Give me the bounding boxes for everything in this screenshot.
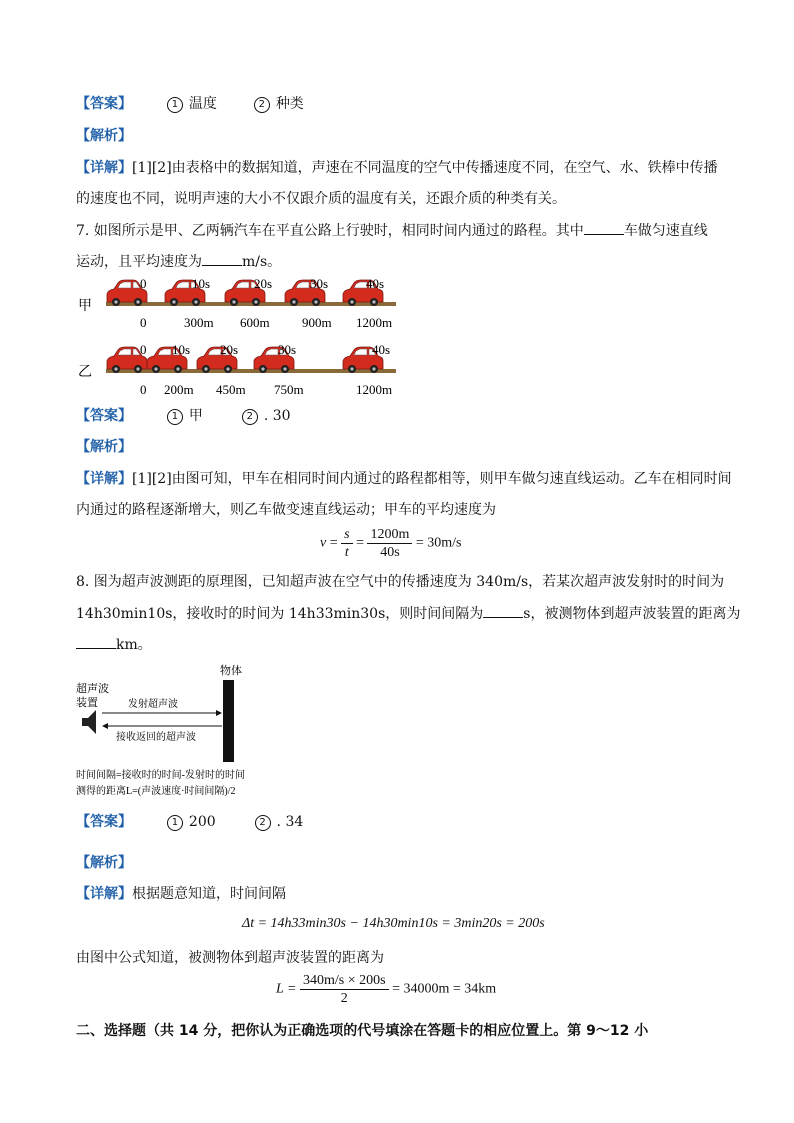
q8-answer-line (76, 812, 303, 832)
arrow-head-icon (216, 710, 222, 716)
answer-2: . 30 (263, 408, 291, 424)
answer-blank (584, 222, 624, 235)
circled-number: 2 (254, 97, 270, 113)
fraction-numerator: 340m/s × 200s (300, 972, 389, 990)
fraction-numerator: 1200m (367, 526, 412, 544)
device-label: 装置 (76, 697, 98, 709)
distance-label: 1200m (356, 315, 393, 330)
q7-car-figure (76, 272, 406, 402)
q8-stem-line-3 (76, 635, 152, 655)
formula-var: L = (276, 981, 297, 997)
time-label: 0 (140, 276, 147, 291)
fraction-denominator: 2 (340, 991, 348, 1006)
answer-tag: 【答案】 (76, 814, 132, 830)
q7-analysis-tag: 【解析】 (76, 439, 132, 455)
time-label: 30s (310, 276, 329, 291)
q7-stem-line-1 (76, 221, 708, 241)
distance-label: 750m (274, 382, 304, 397)
distance-label: 300m (184, 315, 214, 330)
q8-stem-line-2 (76, 604, 740, 624)
q8-analysis-tag: 【解析】 (76, 855, 132, 871)
answer-2: . 34 (276, 814, 304, 830)
section-2-heading: 二、选择题（共 14 分，把你认为正确选项的代号填涂在答题卡的相应位置上。第 9～12 小 (76, 1023, 649, 1039)
time-label: 30s (278, 342, 297, 357)
stem-text: s，被测物体到超声波装置的距离为 (523, 606, 741, 622)
distance-label: 0 (140, 382, 147, 397)
object-block (223, 680, 234, 762)
q7-detail-line-2: 内通过的路程逐渐增大，则乙车做变速直线运动；甲车的平均速度为 (76, 502, 496, 518)
circled-number: 1 (167, 815, 183, 831)
q8-detail-line-2: 由图中公式知道，被测物体到超声波装置的距离为 (76, 950, 384, 966)
q7-stem-line-2 (76, 252, 281, 272)
formula-eq: = (356, 535, 364, 551)
note-line: 时间间隔=接收时的时间-发射时的时间 (76, 770, 245, 781)
answer-2: 种类 (275, 96, 304, 112)
detail-text: 根据题意知道，时间间隔 (132, 886, 286, 902)
answer-1: 200 (188, 814, 216, 830)
answer-blank (202, 253, 242, 266)
fraction (300, 972, 389, 1007)
time-label: 0 (140, 342, 147, 357)
q6-detail-line-2: 的速度也不同，说明声速的大小不仅跟介质的温度有关，还跟介质的种类有关。 (76, 191, 566, 207)
time-label: 20s (254, 276, 273, 291)
answer-1: 甲 (188, 408, 203, 424)
answer-blank (483, 605, 523, 618)
q7-answer-line (76, 406, 291, 426)
distance-label: 200m (164, 382, 194, 397)
q7-speed-formula (320, 526, 462, 561)
fraction (367, 526, 412, 561)
time-label: 40s (372, 342, 391, 357)
time-label: 10s (172, 342, 191, 357)
circled-number: 1 (167, 97, 183, 113)
circled-number: 2 (242, 409, 258, 425)
detail-tag: 【详解】 (76, 471, 132, 487)
distance-label: 900m (302, 315, 332, 330)
time-label: 40s (366, 276, 385, 291)
note-line: 测得的距离L=(声波速度·时间间隔)/2 (76, 786, 236, 797)
formula-result: = 34000m = 34km (392, 981, 497, 997)
time-label: 10s (192, 276, 211, 291)
q6-analysis-tag: 【解析】 (76, 128, 132, 144)
arrow-head-icon (102, 723, 108, 729)
answer-tag: 【答案】 (76, 408, 132, 424)
distance-label: 600m (240, 315, 270, 330)
speaker-icon (82, 710, 96, 734)
q6-answer-line (76, 94, 304, 114)
car-a-label: 甲 (78, 299, 92, 314)
q8-ultrasonic-figure (76, 660, 296, 802)
fraction (341, 526, 352, 561)
stem-text: m/s。 (242, 254, 282, 270)
emit-label: 发射超声波 (128, 699, 178, 710)
q8-distance-formula (276, 972, 496, 1007)
circled-number: 1 (167, 409, 183, 425)
q8-detail-line-1 (76, 884, 286, 904)
stem-text: 14h30min10s，接收时的时间为 14h33min30s，则时间间隔为 (76, 606, 484, 622)
fraction-numerator: s (341, 526, 352, 544)
detail-tag: 【详解】 (76, 886, 132, 902)
fraction-denominator: t (344, 545, 349, 560)
device-label: 超声波 (76, 683, 109, 695)
answer-blank (76, 636, 116, 649)
q8-stem-line-1: 8. 图为超声波测距的原理图，已知超声波在空气中的传播速度为 340m/s，若某次超声波发射时的时间为 (76, 574, 725, 590)
q7-detail-line-1 (76, 469, 732, 489)
time-label: 20s (220, 342, 239, 357)
answer-1: 温度 (188, 96, 217, 112)
formula-eq: = (329, 535, 338, 551)
car-b-label: 乙 (78, 365, 92, 380)
q6-detail-line-1 (76, 158, 718, 178)
q8-time-formula: Δt = 14h33min30s − 14h30min10s = 3min20s = 200s (242, 916, 545, 931)
detail-text: [1][2]由表格中的数据知道，声速在不同温度的空气中传播速度不同，在空气、水、铁棒中传播 (132, 160, 718, 176)
formula-result: = 30m/s (415, 535, 462, 551)
receive-label: 接收返回的超声波 (116, 732, 196, 743)
circled-number: 2 (255, 815, 271, 831)
stem-text: km。 (116, 637, 152, 653)
stem-text: 7. 如图所示是甲、乙两辆汽车在平直公路上行驶时，相同时间内通过的路程。其中 (76, 223, 584, 239)
fraction-denominator: 40s (380, 545, 400, 560)
stem-text: 车做匀速直线 (623, 223, 708, 239)
object-label: 物体 (220, 665, 242, 677)
detail-tag: 【详解】 (76, 160, 132, 176)
answer-tag: 【答案】 (76, 96, 132, 112)
distance-label: 1200m (356, 382, 393, 397)
distance-label: 450m (216, 382, 246, 397)
formula-var: v (320, 535, 327, 551)
detail-text: [1][2]由图可知，甲车在相同时间内通过的路程都相等，则甲车做匀速直线运动。乙车在相同时间 (132, 471, 732, 487)
stem-text: 运动，且平均速度为 (76, 254, 202, 270)
distance-label: 0 (140, 315, 147, 330)
